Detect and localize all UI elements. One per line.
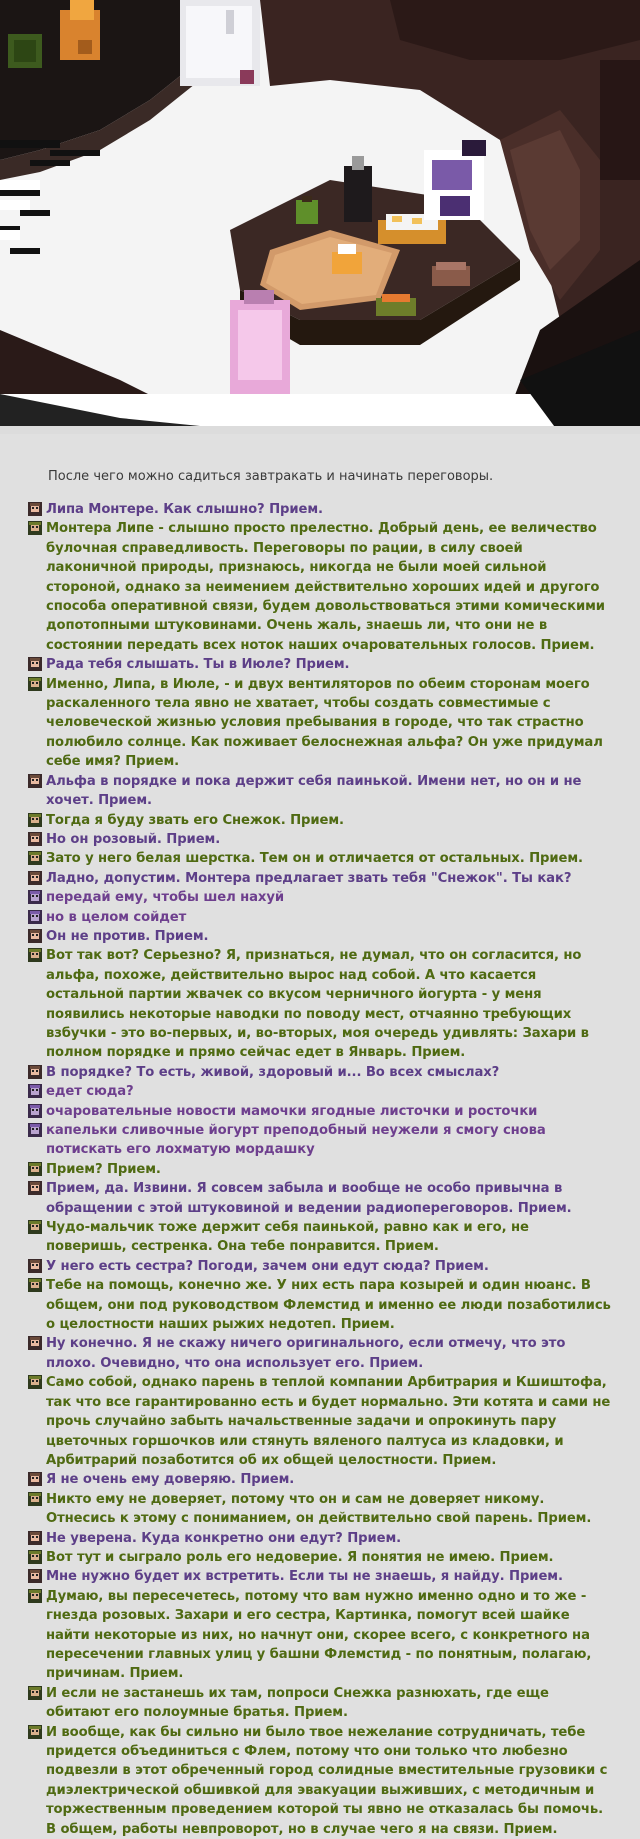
dialogue-panel: [0, 434, 640, 1837]
message-text: капельки сливочные йогурт преподобный неужели я смогу снова потискать его лохматую мордашку: [46, 1123, 546, 1158]
montera-avatar-icon: [28, 813, 42, 827]
lipa-avatar-icon: [28, 929, 42, 943]
message-montera: [28, 1684, 612, 1723]
message-text: Альфа в порядке и пока держит себя паинькой. Имени нет, но он и не хочет. Прием.: [46, 773, 582, 809]
message-lipa: [28, 500, 612, 519]
message-text: Тебе на помощь, конечно же. У них есть пара козырей и один нюанс. В общем, они под руководством Флемстид и именно ее люди позаботились о целостности наших рыжих недотеп. Прием.: [46, 1278, 611, 1333]
message-montera: [28, 1548, 612, 1567]
ghost-avatar-icon: [28, 910, 42, 924]
message-text: Чудо-мальчик тоже держит себя паинькой, равно как и его, не поверишь, сестренка. Она тебе понравится. Прием.: [46, 1220, 529, 1255]
lipa-avatar-icon: [28, 1472, 42, 1486]
message-text: Вот так вот? Серьезно? Я, признаться, не думал, что он согласится, но альфа, похоже, действительно вырос над собой. А что касается остальной партии жвачек со вкусом черничного йогурта - у меня появились некоторые наводки по поводу мест, отчаянно требующих взбучки - это во-первых, и, во-вторых, моя очередь удивлять: Захари в полном порядке и прямо сейчас едет в Январь. Прием.: [46, 948, 589, 1061]
montera-avatar-icon: [28, 1162, 42, 1176]
narration-text: После чего можно садиться завтракать и начинать переговоры.: [48, 469, 494, 484]
message-text: Никто ему не доверяет, потому что он и сам не доверяет никому. Отнесись к этому с пониманием, он действительно свой парень. Прием.: [46, 1491, 592, 1527]
message-text: У него есть сестра? Погоди, зачем они едут сюда? Прием.: [46, 1258, 489, 1274]
montera-avatar-icon: [28, 1492, 42, 1506]
montera-avatar-icon: [28, 851, 42, 865]
montera-avatar-icon: [28, 521, 42, 535]
message-text: Думаю, вы пересечетесь, потому что вам нужно именно одно и то же - гнезда розовых. Захари и его сестра, Картинка, помогут всей шайке найти некоторые из них, но начнут они, скорее всего, с конкретного на пересечении главных улиц у башни Флемстид - по понятным, полагаю, причинам. Прием.: [46, 1588, 592, 1682]
message-montera: [28, 1160, 612, 1179]
message-montera: [28, 1587, 612, 1684]
message-lipa: [28, 927, 612, 946]
message-text: Вот тут и сыграло роль его недоверие. Я понятия не имею. Прием.: [46, 1549, 554, 1565]
montera-avatar-icon: [28, 1550, 42, 1564]
message-lipa: [28, 655, 612, 674]
montera-avatar-icon: [28, 948, 42, 962]
message-text: Монтера Липе - слышно просто прелестно. Добрый день, ее величество булочная справедливость. Переговоры по рации, в силу своей лаконичной природы, признаюсь, никогда не были моей сильной стороной, однако за неимением действительно хороших идей и другого способа оперативной связи, будем довольствоваться этими комическими допотопными штуковинами. Очень жаль, знаешь ли, что они не в состоянии передать всех ноток наших очаровательных голосов. Прием.: [46, 521, 605, 653]
message-lipa: [28, 1567, 612, 1586]
message-text: но в целом сойдет: [46, 909, 187, 925]
ghost-avatar-icon: [28, 1104, 42, 1118]
pixel-art-scene: [0, 0, 640, 434]
message-text: очаровательные новости мамочки ягодные листочки и росточки: [46, 1103, 538, 1119]
message-lipa: [28, 1334, 612, 1373]
message-text: Зато у него белая шерстка. Тем он и отличается от остальных. Прием.: [46, 851, 583, 867]
message-list: [28, 500, 612, 1839]
lipa-avatar-icon: [28, 774, 42, 788]
message-lipa: [28, 1179, 612, 1218]
montera-avatar-icon: [28, 1278, 42, 1292]
message-lipa: [28, 1063, 612, 1082]
lipa-avatar-icon: [28, 1569, 42, 1583]
message-text: Липа Монтере. Как слышно? Прием.: [46, 502, 323, 517]
message-text: Он не против. Прием.: [46, 928, 209, 944]
message-text: Ну конечно. Я не скажу ничего оригинального, если отмечу, что это плохо. Очевидно, что она использует его. Прием.: [46, 1336, 566, 1371]
message-text: Я не очень ему доверяю. Прием.: [46, 1472, 295, 1488]
message-montera: [28, 849, 612, 868]
montera-avatar-icon: [28, 1725, 42, 1739]
montera-avatar-icon: [28, 677, 42, 691]
message-text: Прием, да. Извини. Я совсем забыла и вообще не особо привычна в обращении с этой штуковиной и ведении радиопереговоров. Прием.: [46, 1181, 572, 1216]
message-text: Мне нужно будет их встретить. Если ты не знаешь, я найду. Прием.: [46, 1569, 563, 1585]
message-lipa: [28, 1470, 612, 1489]
message-text: В порядке? То есть, живой, здоровый и... Во всех смыслах?: [46, 1064, 500, 1080]
message-lipa: [28, 869, 612, 888]
message-montera: [28, 1490, 612, 1529]
message-text: Именно, Липа, в Июле, - и двух вентиляторов по обеим сторонам моего раскаленного тела явно не хватает, чтобы создать совместимые с человеческой жизнью условия пребывания в городе, что так страстно полюбило солнце. Как поживает белоснежная альфа? Он уже придумал себе имя? Прием.: [46, 676, 603, 770]
message-montera: [28, 1373, 612, 1470]
message-text: едет сюда?: [46, 1084, 134, 1100]
message-text: Ладно, допустим. Монтера предлагает звать тебя "Снежок". Ты как?: [46, 870, 572, 886]
message-montera: [28, 1218, 612, 1257]
message-ghost: [28, 1082, 612, 1101]
message-montera: [28, 811, 612, 830]
message-text: Само собой, однако парень в теплой компании Арбитрария и Кшиштофа, так что все гарантированно есть и будет нормально. Эти котята и сами не прочь случайно забыть начальственные задачи и опрокинуть пару цветочных горшочков или стянуть вяленого палтуса из кладовки, и Арбитрарий позаботится об их общей целостности. Прием.: [46, 1375, 611, 1468]
ghost-avatar-icon: [28, 1084, 42, 1098]
message-text: И если не застанешь их там, попроси Снежка разнюхать, где еще обитают его полоумные братья. Прием.: [46, 1685, 549, 1721]
lipa-avatar-icon: [28, 1181, 42, 1195]
message-montera: [28, 519, 612, 655]
message-lipa: [28, 830, 612, 849]
montera-avatar-icon: [28, 1686, 42, 1700]
message-ghost: [28, 888, 612, 907]
message-text: Рада тебя слышать. Ты в Июле? Прием.: [46, 657, 350, 673]
message-lipa: [28, 1257, 612, 1276]
message-text: Не уверена. Куда конкретно они едут? Прием.: [46, 1530, 402, 1546]
montera-avatar-icon: [28, 1220, 42, 1234]
ghost-avatar-icon: [28, 890, 42, 904]
message-ghost: [28, 1121, 612, 1160]
lipa-avatar-icon: [28, 1065, 42, 1079]
lipa-avatar-icon: [28, 657, 42, 671]
message-montera: [28, 1276, 612, 1334]
message-text: Прием? Прием.: [46, 1161, 161, 1177]
lipa-avatar-icon: [28, 1259, 42, 1273]
message-ghost: [28, 908, 612, 927]
message-ghost: [28, 1102, 612, 1121]
message-text: передай ему, чтобы шел нахуй: [46, 890, 284, 906]
message-montera: [28, 1723, 612, 1839]
message-text: Но он розовый. Прием.: [46, 831, 221, 847]
lipa-avatar-icon: [28, 832, 42, 846]
message-lipa: [28, 772, 612, 811]
message-text: И вообще, как бы сильно ни было твое нежелание сотрудничать, тебе придется объединиться с Флем, потому что они только что любезно подвезли в этот обреченный город солидные вместительные грузовики с диэлектрической обшивкой для эвакуации выживших, с методичным и торжественным проведением которой ты явно не отказалась бы помочь. В общем, работы невпроворот, но в случае чего я на связи. Прием.: [46, 1724, 608, 1837]
ghost-avatar-icon: [28, 1123, 42, 1137]
pixel-art-room-icon: [0, 0, 640, 434]
lipa-avatar-icon: [28, 1336, 42, 1350]
message-lipa: [28, 1529, 612, 1548]
lipa-avatar-icon: [28, 871, 42, 885]
message-montera: [28, 675, 612, 772]
lipa-avatar-icon: [28, 1531, 42, 1545]
lipa-avatar-icon: [28, 502, 42, 516]
message-montera: [28, 946, 612, 1062]
message-text: Тогда я буду звать его Снежок. Прием.: [46, 812, 344, 828]
montera-avatar-icon: [28, 1375, 42, 1389]
montera-avatar-icon: [28, 1589, 42, 1603]
